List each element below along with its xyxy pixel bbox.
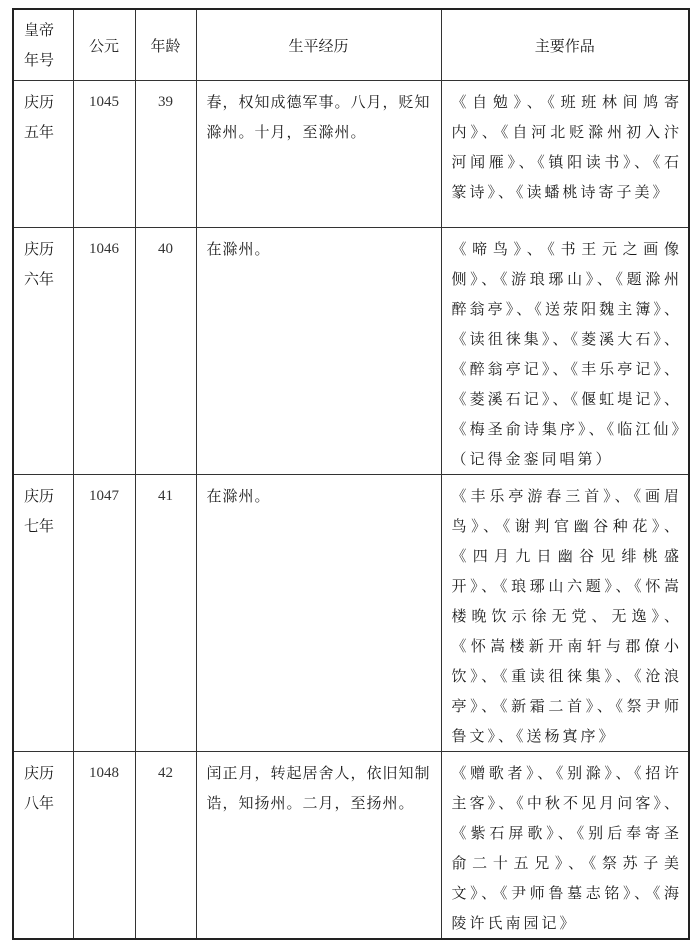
works-cell: 《丰乐亭游春三首》、《画眉鸟》、《谢判官幽谷种花》、《四月九日幽谷见绯桃盛开》、《琅琊山六题》、《怀嵩楼晚饮示徐无党、无逸》、《怀嵩楼新开南轩与郡僚小饮》、《重读徂徕集》、《沧浪亭》、《新霜二首》、《祭尹师鲁文》、《送杨寘序》 (441, 475, 689, 752)
reign-line2: 五年 (24, 123, 55, 141)
reign-cell (13, 752, 73, 940)
year-cell: 1048 (73, 752, 135, 940)
table-row (13, 228, 689, 475)
table-row (13, 752, 689, 940)
header-year: 公元 (73, 9, 135, 81)
age-cell: 41 (135, 475, 196, 752)
reign-line1: 庆历 (24, 764, 55, 782)
reign-cell (13, 475, 73, 752)
biography-cell: 闰正月，转起居舍人，依旧知制诰，知扬州。二月，至扬州。 (196, 752, 441, 940)
age-cell: 39 (135, 81, 196, 228)
chronology-table (12, 8, 690, 940)
header-works: 主要作品 (441, 9, 689, 81)
header-row (13, 9, 689, 81)
reign-line1: 庆历 (24, 93, 55, 111)
year-cell: 1045 (73, 81, 135, 228)
works-cell: 《赠歌者》、《别滁》、《招许主客》、《中秋不见月问客》、《紫石屏歌》、《别后奉寄圣俞二十五兄》、《祭苏子美文》、《尹师鲁墓志铭》、《海陵许氏南园记》 (441, 752, 689, 940)
header-biography: 生平经历 (196, 9, 441, 81)
header-reign-line2: 年号 (24, 51, 55, 69)
year-cell: 1046 (73, 228, 135, 475)
biography-cell: 春，权知成德军事。八月，贬知滁州。十月，至滁州。 (196, 81, 441, 228)
works-cell: 《自勉》、《班班林间鸠寄内》、《自河北贬滁州初入汴河闻雁》、《镇阳读书》、《石篆诗》、《读蟠桃诗寄子美》 (441, 81, 689, 228)
header-reign (13, 9, 73, 81)
age-cell: 42 (135, 752, 196, 940)
reign-cell (13, 81, 73, 228)
year-cell: 1047 (73, 475, 135, 752)
reign-line1: 庆历 (24, 487, 55, 505)
reign-line1: 庆历 (24, 240, 55, 258)
age-cell: 40 (135, 228, 196, 475)
reign-line2: 七年 (24, 517, 55, 535)
biography-cell: 在滁州。 (196, 475, 441, 752)
table-row (13, 81, 689, 228)
works-cell: 《啼鸟》、《书王元之画像侧》、《游琅琊山》、《题滁州醉翁亭》、《送荥阳魏主簿》、《读徂徕集》、《菱溪大石》、《醉翁亭记》、《丰乐亭记》、《菱溪石记》、《偃虹堤记》、《梅圣俞诗集序》、《临江仙》（记得金銮同唱第） (441, 228, 689, 475)
table-row (13, 475, 689, 752)
header-age: 年龄 (135, 9, 196, 81)
reign-cell (13, 228, 73, 475)
biography-cell: 在滁州。 (196, 228, 441, 475)
reign-line2: 六年 (24, 270, 55, 288)
header-reign-line1: 皇帝 (24, 21, 55, 39)
reign-line2: 八年 (24, 794, 55, 812)
